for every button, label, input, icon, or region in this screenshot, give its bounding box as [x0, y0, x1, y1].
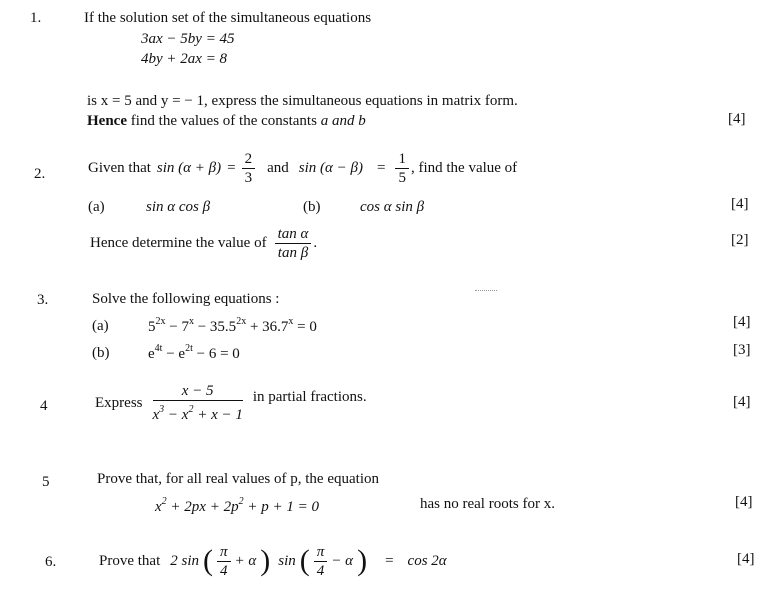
q1-instruction: is x = 5 and y = − 1, express the simultaneous equations in matrix form. — [87, 93, 518, 109]
q6-prove: Prove that — [99, 552, 161, 569]
q6-left-paren-2: ( — [299, 544, 310, 577]
q2-fraction-one-fifth — [395, 150, 409, 187]
q2-hence-text: Hence determine the value of — [90, 234, 267, 251]
q2-part-b-label: (b) — [303, 199, 321, 215]
q1-intro: If the solution set of the simultaneous equations — [84, 10, 372, 26]
q2-tan-denominator: tan β — [277, 244, 309, 261]
q1-hence-line — [87, 113, 366, 130]
q5-number: 5 — [42, 474, 50, 490]
q6-equals: = — [385, 552, 394, 569]
q2-hence-line — [90, 222, 317, 264]
q4-line — [95, 378, 367, 428]
q2-equals-1: = — [227, 159, 236, 176]
q3-part-a-math: $5^{2x} - 7^x - 35.5^{2x} + 36.7^x = 0$ — [148, 316, 317, 335]
q1-hence-text: find the values of the constants — [130, 113, 317, 129]
q2-tan-numerator: tan α — [275, 225, 312, 244]
q6-four-2: 4 — [316, 562, 325, 579]
q2-part-a-expr: sin α cos β — [146, 199, 211, 215]
q6-pi-2: π — [314, 543, 328, 562]
q6-number: 6. — [45, 554, 57, 570]
q3-number: 3. — [37, 292, 49, 308]
q3-part-b-expr — [148, 343, 240, 363]
q2-period: . — [313, 234, 318, 251]
q3-part-a-marks: [4] — [733, 314, 751, 330]
q6-marks: [4] — [737, 551, 755, 567]
q3-part-a-expr — [148, 316, 317, 336]
q2-equals-2: = — [376, 159, 386, 176]
q1-constants: a and b — [320, 113, 366, 129]
q5-tail: has no real roots for x. — [420, 496, 555, 512]
scan-speck — [475, 290, 497, 292]
q2-fraction-two-thirds — [242, 150, 256, 187]
q4-express: Express — [95, 394, 143, 411]
q6-four-1: 4 — [220, 562, 228, 579]
q6-rhs: cos 2α — [407, 552, 447, 569]
q6-plus-alpha: + α — [234, 552, 257, 569]
q2-and: and — [267, 159, 289, 176]
q5-intro: Prove that, for all real values of p, the equation — [97, 471, 379, 487]
q2-tan-ratio — [275, 225, 312, 262]
q1-number: 1. — [30, 10, 42, 26]
q3-intro: Solve the following equations : — [92, 291, 280, 307]
q6-right-paren-1: ) — [260, 544, 271, 577]
q5-marks: [4] — [735, 494, 753, 510]
q1-marks: [4] — [728, 111, 746, 127]
q5-equation-math: $x^2 + 2px + 2p^2 + p + 1 = 0$ — [155, 496, 319, 515]
q6-coef-sin: 2 sin — [170, 552, 200, 569]
q2-part-b-expr: cos α sin β — [360, 199, 425, 215]
q2-find-text: , find the value of — [410, 159, 518, 176]
q3-part-b-label: (b) — [92, 345, 110, 361]
q2-frac2-numerator: 1 — [395, 150, 409, 169]
q2-part-a-label: (a) — [88, 199, 105, 215]
q6-line — [99, 536, 447, 586]
q1-equation-1: 3ax − 5by = 45 — [141, 31, 235, 47]
q2-sin-sum: sin (α + β) — [156, 159, 222, 176]
q6-sin-2: sin — [278, 552, 296, 569]
q4-numerator: x − 5 — [153, 382, 243, 401]
q2-marks-1: [4] — [731, 196, 749, 212]
q6-pi-over-4-2 — [314, 543, 328, 580]
q3-part-b-math: $e^{4t} - e^{2t} - 6 = 0$ — [148, 343, 240, 362]
q4-marks: [4] — [733, 394, 751, 410]
q6-left-paren-1: ( — [203, 544, 214, 577]
q4-fraction — [153, 382, 243, 424]
q1-hence-word: Hence — [87, 113, 127, 129]
q4-denominator: $x^3 - x^2 + x - 1$ — [152, 404, 243, 423]
q6-right-paren-2: ) — [357, 544, 368, 577]
q3-part-b-marks: [3] — [733, 342, 751, 358]
q2-given: Given that — [88, 159, 151, 176]
q2-given-line — [88, 148, 517, 188]
q2-frac1-denominator: 3 — [244, 169, 253, 186]
q6-pi-over-4-1 — [217, 543, 231, 580]
q4-tail: in partial fractions. — [252, 388, 367, 405]
q2-number: 2. — [34, 166, 46, 182]
q4-number: 4 — [40, 398, 48, 414]
q2-frac2-denominator: 5 — [398, 169, 406, 186]
q2-marks-2: [2] — [731, 232, 749, 248]
q2-frac1-numerator: 2 — [242, 150, 256, 169]
q6-pi-1: π — [217, 543, 231, 562]
q5-equation — [155, 496, 319, 516]
q2-sin-diff: sin (α − β) — [298, 159, 363, 176]
q1-equation-2: 4by + 2ax = 8 — [141, 51, 228, 67]
q3-part-a-label: (a) — [92, 318, 109, 334]
q6-minus-alpha: − α — [331, 552, 354, 569]
